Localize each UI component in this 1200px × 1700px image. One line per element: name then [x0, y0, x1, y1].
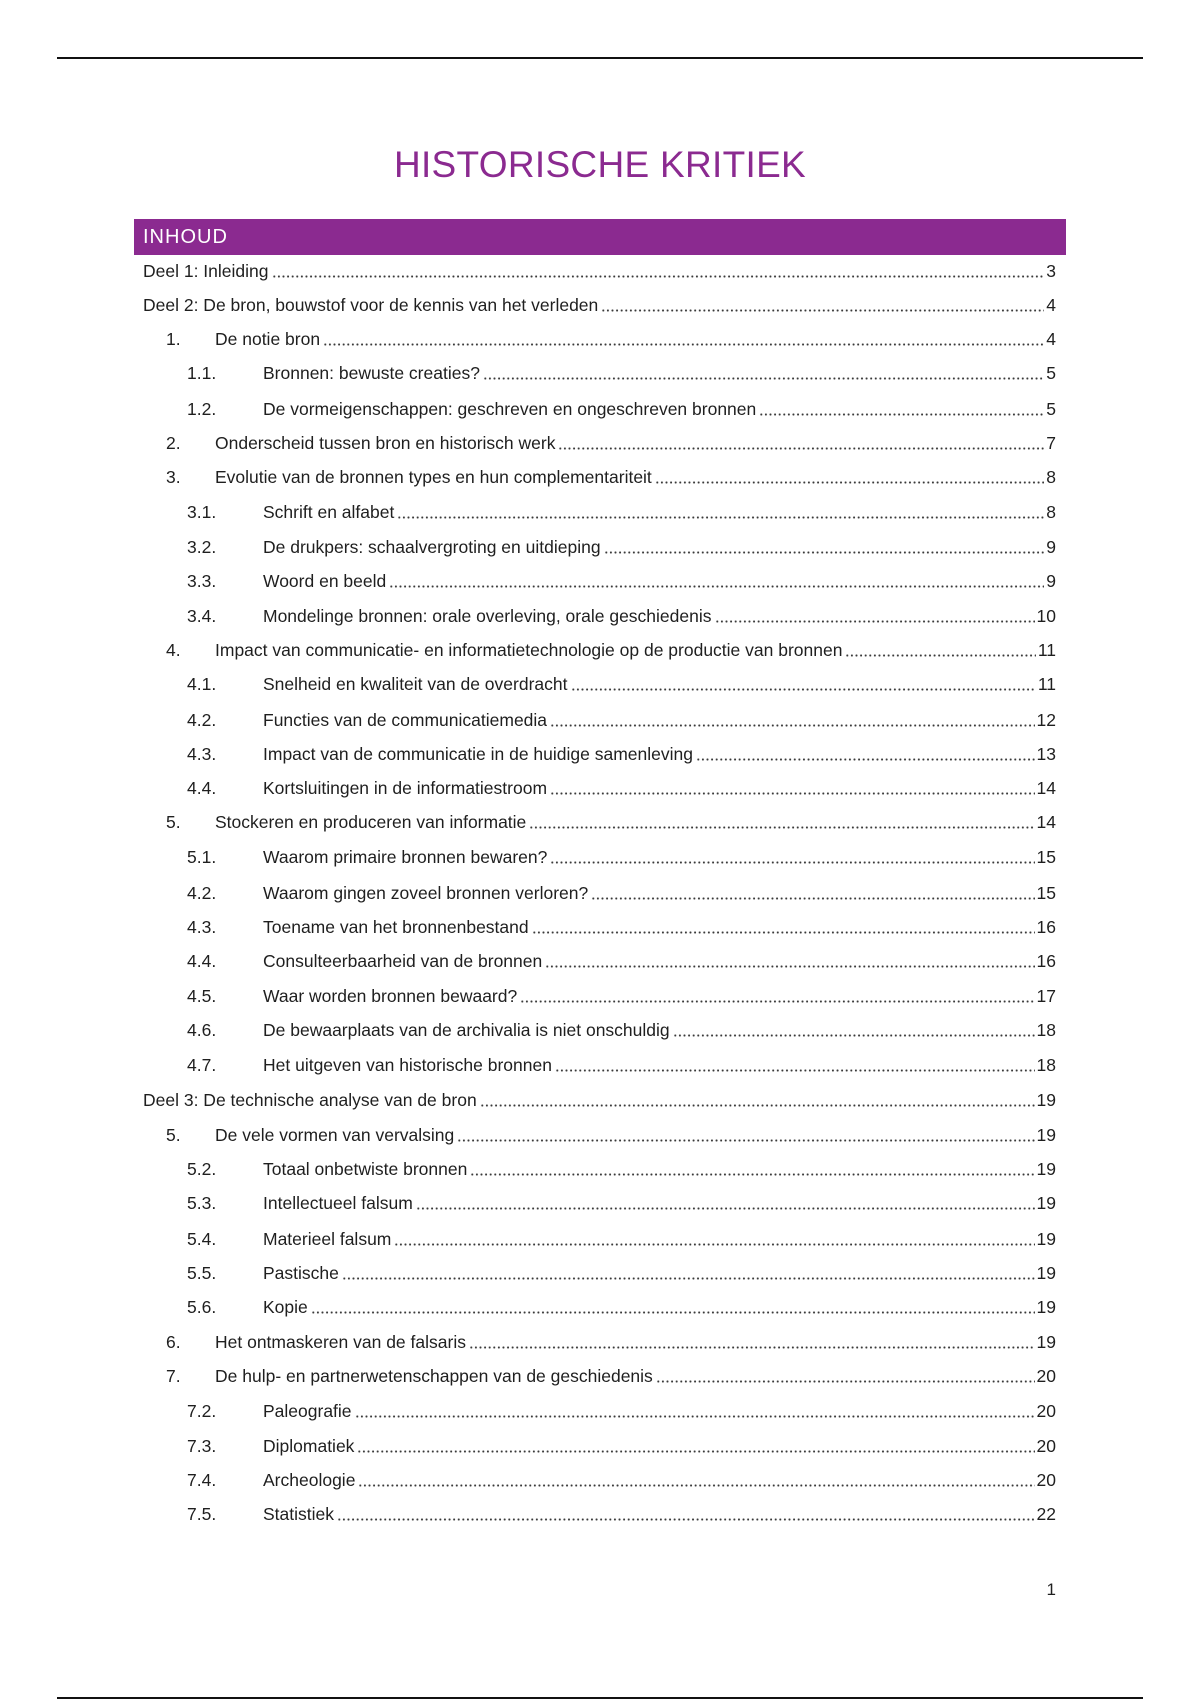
toc-entry-number: 5.	[166, 1125, 181, 1145]
toc-dot-leader	[483, 377, 1044, 380]
toc-entry-label: Onderscheid tussen bron en historisch werk	[215, 433, 556, 453]
toc-entry-page: 19	[1036, 1263, 1056, 1283]
toc-entry-label: Schrift en alfabet	[263, 502, 395, 522]
toc-dot-leader	[323, 343, 1044, 346]
toc-entry-number: 4.3.	[187, 744, 217, 764]
toc-dot-leader	[337, 1518, 1035, 1521]
toc-entry[interactable]	[187, 1431, 1056, 1461]
toc-entry-page: 4	[1046, 295, 1056, 315]
toc-entry-page: 20	[1036, 1436, 1056, 1456]
toc-entry-label: Archeologie	[263, 1470, 356, 1490]
toc-entry-label: Mondelinge bronnen: orale overleving, orale geschiedenis	[263, 606, 712, 626]
toc-entry-label: De bewaarplaats van de archivalia is niet onschuldig	[263, 1020, 670, 1040]
toc-entry[interactable]	[166, 1361, 1056, 1391]
toc-dot-leader	[389, 585, 1044, 588]
toc-entry-page: 8	[1046, 467, 1056, 487]
toc-entry[interactable]	[187, 1396, 1056, 1426]
toc-dot-leader	[469, 1346, 1035, 1349]
toc-entry[interactable]	[187, 773, 1056, 803]
toc-dot-leader	[532, 931, 1035, 934]
toc-entry-label: Deel 2: De bron, bouwstof voor de kennis van het verleden	[143, 295, 599, 315]
toc-dot-leader	[604, 551, 1045, 554]
toc-entry[interactable]	[187, 1188, 1056, 1218]
toc-entry[interactable]	[166, 1120, 1056, 1150]
toc-entry-label: Statistiek	[263, 1504, 334, 1524]
toc-entry-number: 7.4.	[187, 1470, 217, 1490]
toc-entry-label: Kortsluitingen in de informatiestroom	[263, 778, 548, 798]
toc-dot-leader	[696, 758, 1035, 761]
toc-entry-label: Waarom primaire bronnen bewaren?	[263, 847, 548, 867]
toc-entry-label: Het ontmaskeren van de falsaris	[215, 1332, 466, 1352]
toc-entry-page: 18	[1036, 1055, 1056, 1075]
toc-dot-leader	[673, 1034, 1035, 1037]
toc-entry-number: 1.	[166, 329, 181, 349]
toc-entry-page: 17	[1036, 986, 1056, 1006]
toc-entry-number: 6.	[166, 1332, 181, 1352]
toc-entry-page: 9	[1046, 537, 1056, 557]
toc-entry-label: Consulteerbaarheid van de bronnen	[263, 951, 543, 971]
toc-entry-number: 2.	[166, 433, 181, 453]
toc-entry[interactable]	[166, 1327, 1056, 1357]
toc-entry-page: 15	[1036, 847, 1056, 867]
toc-entry[interactable]	[187, 1292, 1056, 1322]
toc-entry[interactable]	[166, 462, 1056, 492]
toc-entry-label: Intellectueel falsum	[263, 1193, 413, 1213]
toc-entry-label: Deel 3: De technische analyse van de bron	[143, 1090, 477, 1110]
toc-entry-page: 16	[1036, 951, 1056, 971]
toc-entry-number: 4.7.	[187, 1055, 217, 1075]
toc-dot-leader	[545, 965, 1034, 968]
toc-entry-page: 4	[1046, 329, 1056, 349]
toc-dot-leader	[656, 1380, 1035, 1383]
toc-entry-number: 3.	[166, 467, 181, 487]
toc-entry[interactable]	[187, 981, 1056, 1011]
toc-entry-page: 5	[1046, 363, 1056, 383]
toc-entry-number: 1.2.	[187, 399, 217, 419]
toc-entry-number: 4.	[166, 640, 181, 660]
toc-entry-page: 14	[1036, 812, 1056, 832]
toc-entry[interactable]	[187, 1258, 1056, 1288]
toc-entry-label: Woord en beeld	[263, 571, 387, 591]
toc-entry-number: 3.4.	[187, 606, 217, 626]
toc-entry[interactable]	[187, 705, 1056, 735]
toc-dot-leader	[591, 897, 1034, 900]
toc-entry-number: 3.2.	[187, 537, 217, 557]
toc-entry-number: 7.3.	[187, 1436, 217, 1456]
toc-entry-label: Impact van de communicatie in de huidige samenleving	[263, 744, 693, 764]
toc-entry-number: 4.4.	[187, 778, 217, 798]
toc-entry-label: Bronnen: bewuste creaties?	[263, 363, 480, 383]
toc-entry-label: Pastische	[263, 1263, 339, 1283]
toc-entry-label: Waar worden bronnen bewaard?	[263, 986, 518, 1006]
toc-dot-leader	[355, 1415, 1035, 1418]
toc-entry-label: Stockeren en produceren van informatie	[215, 812, 527, 832]
toc-entry-page: 19	[1036, 1090, 1056, 1110]
toc-heading: INHOUD	[134, 219, 1066, 255]
toc-entry-page: 15	[1036, 883, 1056, 903]
toc-entry-label: Materieel falsum	[263, 1229, 392, 1249]
toc-entry-page: 19	[1036, 1332, 1056, 1352]
page-number: 1	[1046, 1580, 1056, 1599]
toc-entry-page: 20	[1036, 1470, 1056, 1490]
toc-entry-number: 5.4.	[187, 1229, 217, 1249]
toc-entry-label: De notie bron	[215, 329, 321, 349]
toc-entry-label: De vele vormen van vervalsing	[215, 1125, 455, 1145]
toc-entry[interactable]	[187, 1154, 1056, 1184]
toc-dot-leader	[655, 481, 1044, 484]
toc-entry-number: 5.	[166, 812, 181, 832]
toc-entry[interactable]	[187, 358, 1056, 388]
toc-dot-leader	[480, 1104, 1035, 1107]
toc-dot-leader	[845, 654, 1035, 657]
toc-entry[interactable]	[187, 1224, 1056, 1254]
toc-entry-label: Snelheid en kwaliteit van de overdracht	[263, 674, 568, 694]
toc-entry[interactable]	[143, 290, 1056, 320]
toc-entry-label: Toename van het bronnenbestand	[263, 917, 529, 937]
toc-entry-page: 22	[1036, 1504, 1056, 1524]
toc-entry-label: Evolutie van de bronnen types en hun complementariteit	[215, 467, 652, 487]
toc-entry-number: 4.1.	[187, 674, 217, 694]
toc-entry-number: 4.2.	[187, 710, 217, 730]
toc-dot-leader	[558, 447, 1044, 450]
toc-entry-page: 19	[1036, 1159, 1056, 1179]
toc-entry-page: 5	[1046, 399, 1056, 419]
toc-dot-leader	[470, 1173, 1034, 1176]
toc-entry-label: De vormeigenschappen: geschreven en ongeschreven bronnen	[263, 399, 757, 419]
toc-dot-leader	[550, 724, 1035, 727]
toc-entry-number: 5.6.	[187, 1297, 217, 1317]
toc-entry-page: 13	[1036, 744, 1056, 764]
toc-entry-label: De hulp- en partnerwetenschappen van de geschiedenis	[215, 1366, 653, 1386]
toc-entry[interactable]	[187, 842, 1056, 872]
toc-entry[interactable]	[187, 497, 1056, 527]
toc-entry-page: 19	[1036, 1297, 1056, 1317]
toc-dot-leader	[555, 1069, 1035, 1072]
toc-entry-number: 5.3.	[187, 1193, 217, 1213]
toc-entry-page: 10	[1036, 606, 1056, 626]
toc-entry-number: 4.6.	[187, 1020, 217, 1040]
toc-dot-leader	[272, 275, 1045, 278]
toc-entry-label: Totaal onbetwiste bronnen	[263, 1159, 468, 1179]
toc-entry-number: 3.3.	[187, 571, 217, 591]
toc-entry-page: 16	[1036, 917, 1056, 937]
toc-entry[interactable]	[187, 669, 1056, 699]
toc-entry[interactable]	[187, 394, 1056, 424]
toc-entry[interactable]	[187, 912, 1056, 942]
toc-entry-page: 20	[1036, 1401, 1056, 1421]
toc-entry-page: 19	[1036, 1193, 1056, 1213]
toc-entry-label: Deel 1: Inleiding	[143, 261, 269, 281]
toc-entry[interactable]	[166, 324, 1056, 354]
toc-entry[interactable]	[187, 946, 1056, 976]
toc-dot-leader	[601, 309, 1044, 312]
toc-entry-page: 19	[1036, 1229, 1056, 1249]
toc-entry[interactable]	[187, 566, 1056, 596]
toc-dot-leader	[457, 1139, 1034, 1142]
toc-entry-label: Impact van communicatie- en informatietechnologie op de productie van bronnen	[215, 640, 843, 660]
toc-entry-page: 20	[1036, 1366, 1056, 1386]
toc-entry-number: 4.4.	[187, 951, 217, 971]
document-title: HISTORISCHE KRITIEK	[393, 144, 807, 185]
toc-entry-number: 7.	[166, 1366, 181, 1386]
toc-dot-leader	[357, 1450, 1034, 1453]
toc-entry[interactable]	[187, 878, 1056, 908]
toc-entry[interactable]	[143, 1085, 1056, 1115]
toc-entry-page: 7	[1046, 433, 1056, 453]
toc-entry-page: 14	[1036, 778, 1056, 798]
toc-entry-page: 8	[1046, 502, 1056, 522]
toc-dot-leader	[571, 688, 1036, 691]
toc-dot-leader	[550, 792, 1035, 795]
toc-entry-number: 3.1.	[187, 502, 217, 522]
toc-entry-number: 4.2.	[187, 883, 217, 903]
toc-entry-number: 4.5.	[187, 986, 217, 1006]
toc-entry-number: 5.5.	[187, 1263, 217, 1283]
toc-entry-page: 12	[1036, 710, 1056, 730]
toc-entry[interactable]	[143, 256, 1056, 286]
toc-entry-label: Het uitgeven van historische bronnen	[263, 1055, 552, 1075]
toc-dot-leader	[715, 620, 1035, 623]
toc-dot-leader	[550, 861, 1034, 864]
toc-dot-leader	[397, 516, 1044, 519]
toc-entry-number: 4.3.	[187, 917, 217, 937]
toc-entry[interactable]	[187, 532, 1056, 562]
toc-dot-leader	[759, 413, 1044, 416]
toc-entry-page: 9	[1046, 571, 1056, 591]
toc-entry-number: 5.2.	[187, 1159, 217, 1179]
toc-entry-number: 1.1.	[187, 363, 217, 383]
top-rule	[57, 57, 1143, 59]
toc-entry-number: 7.5.	[187, 1504, 217, 1524]
toc-entry-label: Diplomatiek	[263, 1436, 355, 1456]
toc-entry[interactable]	[166, 428, 1056, 458]
toc-entry-label: Kopie	[263, 1297, 308, 1317]
toc-dot-leader	[358, 1484, 1034, 1487]
toc-entry-label: Functies van de communicatiemedia	[263, 710, 548, 730]
toc-dot-leader	[394, 1243, 1034, 1246]
bottom-rule	[57, 1697, 1143, 1699]
toc-dot-leader	[520, 1000, 1034, 1003]
toc-entry-page: 18	[1036, 1020, 1056, 1040]
toc-entry-page: 3	[1046, 261, 1056, 281]
toc-dot-leader	[311, 1311, 1035, 1314]
toc-entry-page: 11	[1037, 640, 1056, 660]
toc-entry[interactable]	[187, 1050, 1056, 1080]
toc-entry[interactable]	[187, 739, 1056, 769]
toc-entry-label: Paleografie	[263, 1401, 352, 1421]
toc-entry[interactable]	[166, 807, 1056, 837]
toc-entry[interactable]	[166, 635, 1056, 665]
toc-entry-label: Waarom gingen zoveel bronnen verloren?	[263, 883, 589, 903]
toc-entry[interactable]	[187, 1015, 1056, 1045]
toc-dot-leader	[416, 1207, 1035, 1210]
toc-entry-label: De drukpers: schaalvergroting en uitdieping	[263, 537, 601, 557]
toc-dot-leader	[342, 1277, 1035, 1280]
toc-entry[interactable]	[187, 601, 1056, 631]
toc-dot-leader	[529, 826, 1034, 829]
toc-entry[interactable]	[187, 1465, 1056, 1495]
toc-entry-number: 7.2.	[187, 1401, 217, 1421]
toc-entry-page: 19	[1036, 1125, 1056, 1145]
toc-entry-page: 11	[1037, 674, 1056, 694]
toc-entry[interactable]	[187, 1499, 1056, 1529]
toc-entry-number: 5.1.	[187, 847, 217, 867]
